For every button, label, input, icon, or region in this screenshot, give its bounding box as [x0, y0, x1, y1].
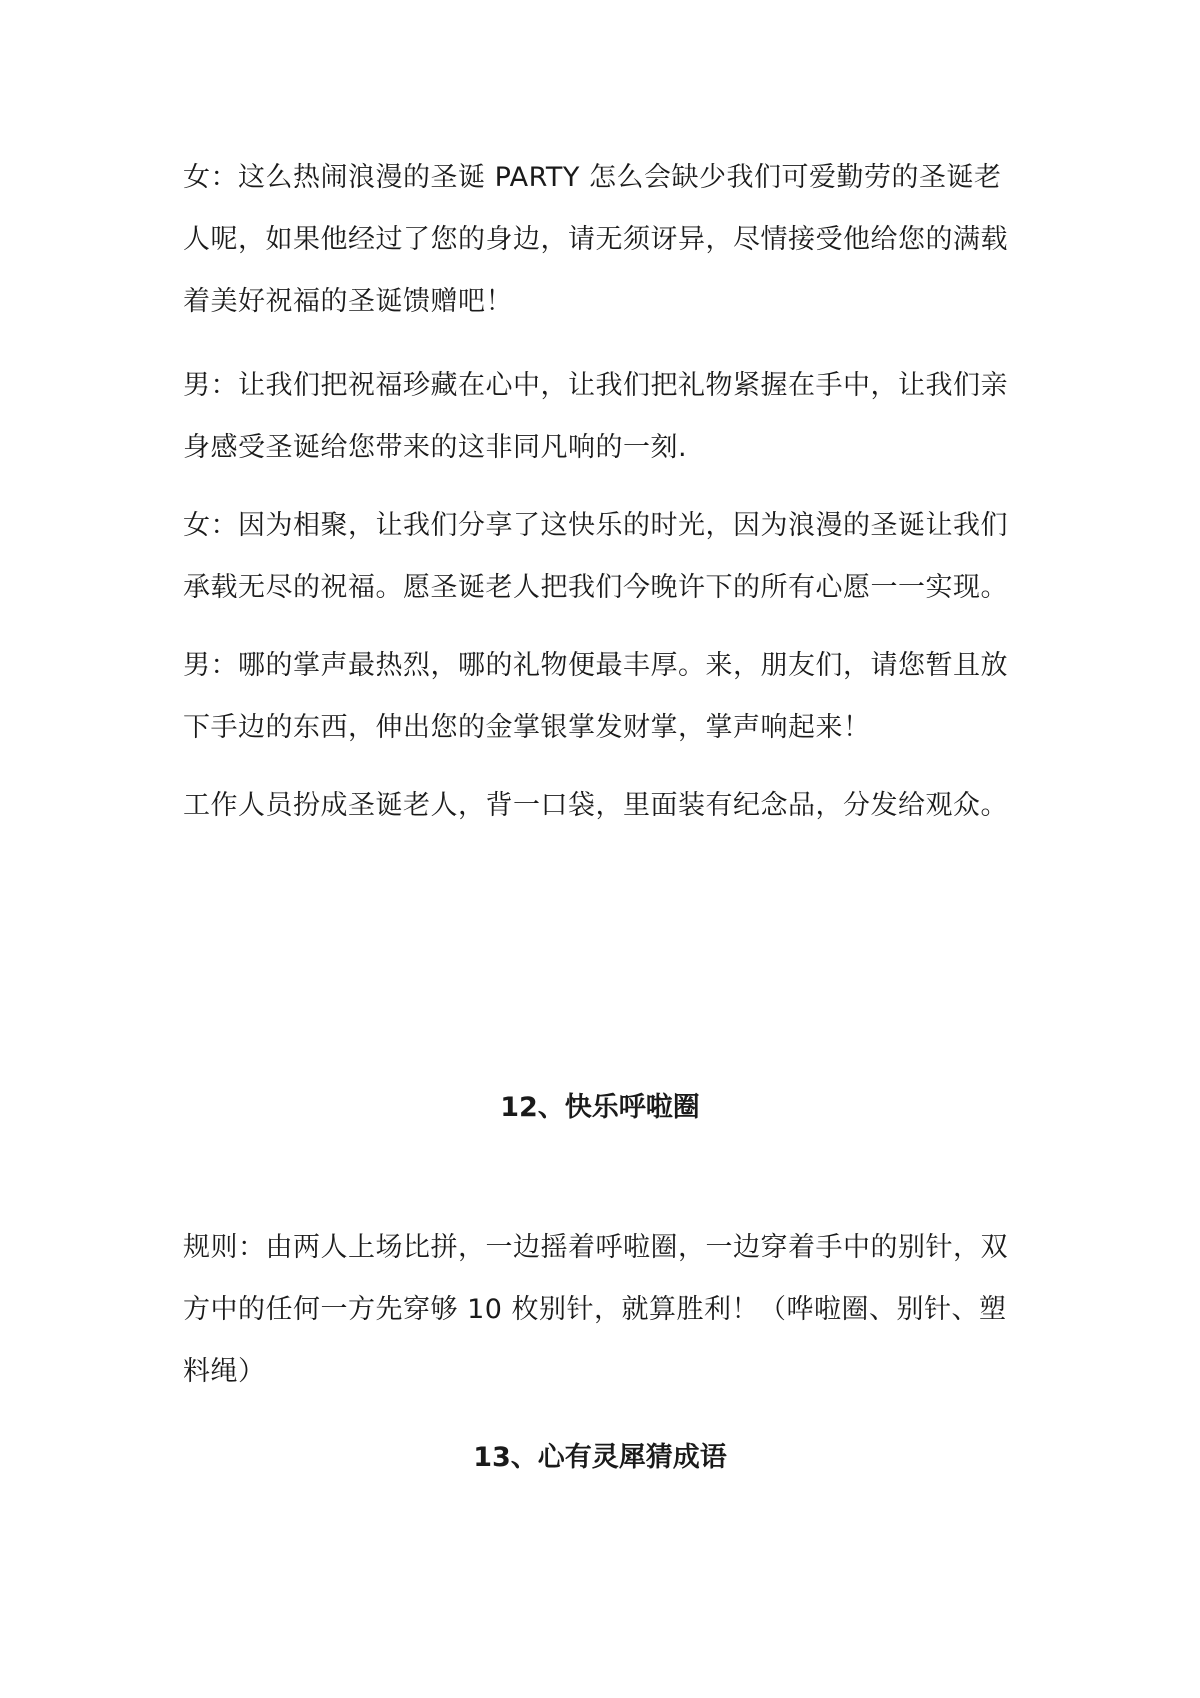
- paragraph-line: 着美好祝福的圣诞馈赠吧！: [183, 286, 513, 317]
- paragraph-line: 下手边的东西，伸出您的金掌银掌发财掌，掌声响起来！: [183, 712, 871, 743]
- paragraph-line: 女：因为相聚，让我们分享了这快乐的时光，因为浪漫的圣诞让我们: [183, 510, 1008, 541]
- paragraph-line: 人呢，如果他经过了您的身边，请无须讶异，尽情接受他给您的满载: [183, 224, 1008, 255]
- section-heading-12: 12、快乐呼啦圈: [500, 1092, 700, 1123]
- rule-line: 方中的任何一方先穿够 10 枚别针，就算胜利！（哗啦圈、别针、塑: [183, 1294, 1007, 1325]
- paragraph-line: 男：哪的掌声最热烈，哪的礼物便最丰厚。来，朋友们，请您暂且放: [183, 650, 1008, 681]
- rule-line: 规则：由两人上场比拼，一边摇着呼啦圈，一边穿着手中的别针，双: [183, 1232, 1008, 1263]
- paragraph-line: 身感受圣诞给您带来的这非同凡响的一刻.: [183, 432, 688, 463]
- paragraph-line: 男：让我们把祝福珍藏在心中，让我们把礼物紧握在手中，让我们亲: [183, 370, 1008, 401]
- paragraph-line: 工作人员扮成圣诞老人，背一口袋，里面装有纪念品，分发给观众。: [183, 790, 1008, 821]
- paragraph-line: 女：这么热闹浪漫的圣诞 PARTY 怎么会缺少我们可爱勤劳的圣诞老: [183, 162, 1002, 193]
- section-heading-13: 13、心有灵犀猜成语: [473, 1442, 727, 1473]
- rule-line: 料绳）: [183, 1356, 266, 1387]
- paragraph-line: 承载无尽的祝福。愿圣诞老人把我们今晚许下的所有心愿一一实现。: [183, 572, 1008, 603]
